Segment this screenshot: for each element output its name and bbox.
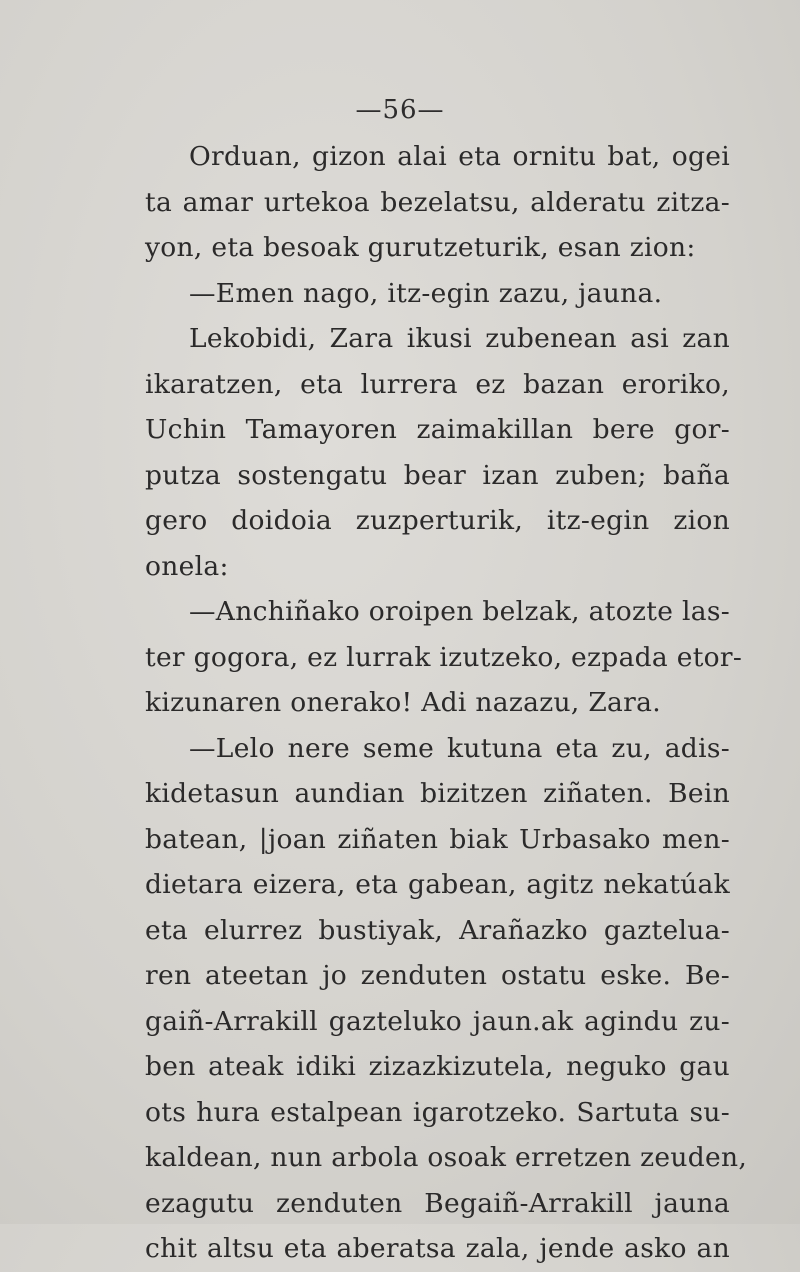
text-line: putza sostengatu bear izan zuben; baña [145,459,730,491]
text-line: dietara eizera, eta gabean, agitz nekatúak [145,869,730,900]
text-line: ter gogora, ez lurrak izutzeko, ezpada etor- [145,641,743,673]
text-line: —Anchiñako oroipen belzak, atozte las- [189,596,730,627]
text-line: kaldean, nun arbola osoak erretzen zeuden, [145,1142,748,1173]
text-line: ta amar urtekoa bezelatsu, alderatu zitza- [145,186,730,218]
text-line: kidetasun aundian bizitzen ziñaten. Bein [145,778,730,809]
text-line: Lekobidi, Zara ikusi zubenean asi zan [189,323,730,354]
text-line: gero doidoia zuzperturik, itz-egin zion [145,505,730,536]
text-line: kizunaren onerako! Adi nazazu, Zara. [145,687,661,718]
text-line: —Lelo nere seme kutuna eta zu, adis- [189,732,730,764]
text-line: ots hura estalpean igarotzeko. Sartuta su- [145,1096,730,1128]
text-line: Orduan, gizon alai eta ornitu bat, ogei [189,141,730,172]
text-line: ben ateak idiki zizazkizutela, neguko gau [145,1051,730,1082]
body-text [145,134,748,1272]
text-line: chit altsu eta aberatsa zala, jende asko an [145,1233,730,1264]
text-line: ezagutu zenduten Begaiñ-Arrakill jauna [145,1187,730,1219]
text-line: batean, |joan ziñaten biak Urbasako men- [145,823,730,855]
text-line: ren ateetan jo zenduten ostatu eske. Be- [145,960,730,991]
text-line: —Emen nago, itz-egin zazu, jauna. [189,277,663,309]
text-line: gaiñ-Arrakill gazteluko jaun.ak agindu zu- [145,1005,730,1037]
page-number: —56— [355,95,445,125]
text-line: onela: [145,550,229,582]
text-line: ikaratzen, eta lurrera ez bazan eroriko, [145,368,730,400]
text-line: yon, eta besoak gurutzeturik, esan zion: [145,232,696,263]
text-line: Uchin Tamayoren zaimakillan bere gor- [145,414,730,445]
text-line: eta elurrez bustiyak, Arañazko gaztelua- [145,914,730,946]
